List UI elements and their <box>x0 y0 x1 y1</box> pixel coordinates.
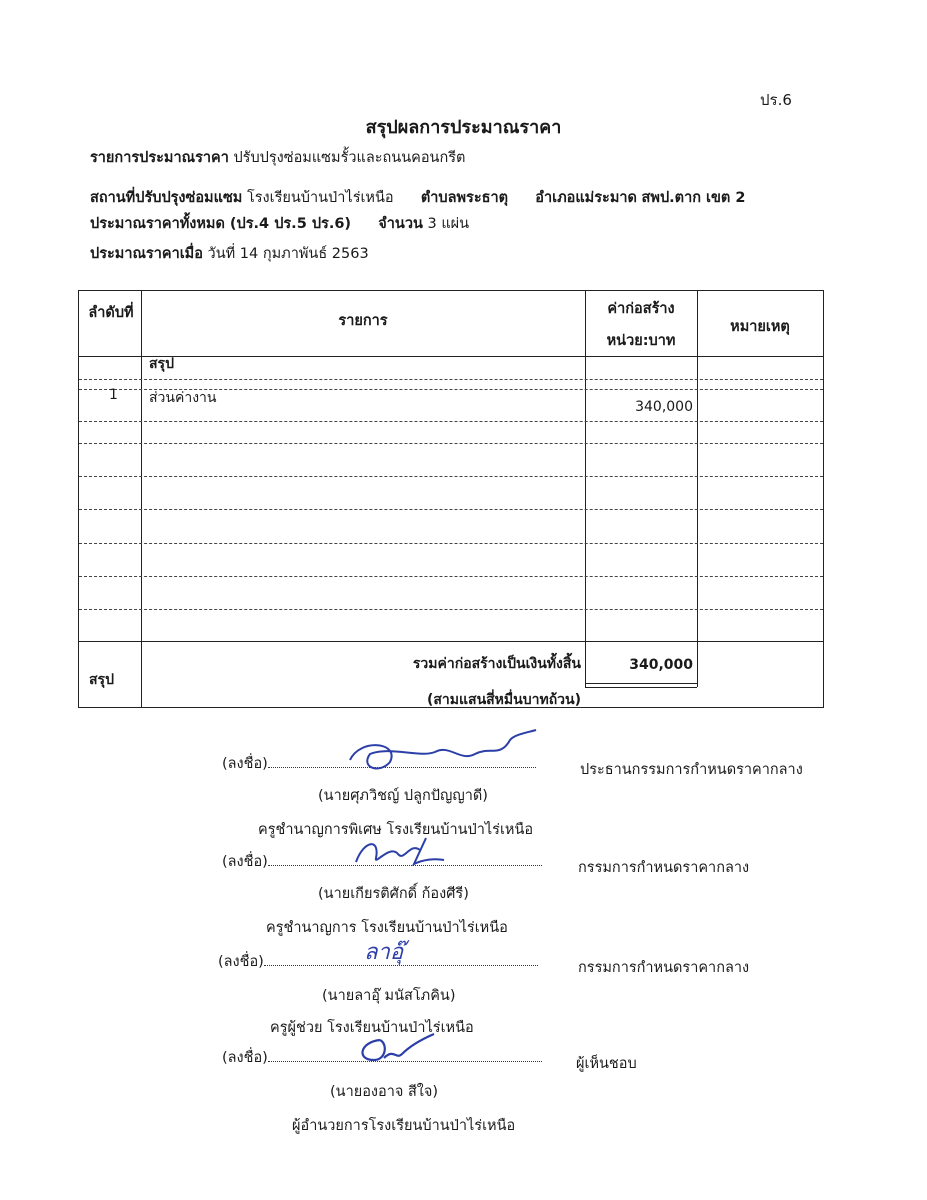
col-divider <box>141 291 142 707</box>
subdistrict-label: ตำบลพระธาตุ <box>420 190 509 206</box>
col-header-cost-line2: หน่วย:บาท <box>606 333 676 349</box>
summary-divider <box>79 641 823 642</box>
district-label: อำเภอแม่ระมาด <box>535 190 637 206</box>
row-divider <box>79 576 823 577</box>
signature-position-3: ครูผู้ช่วย โรงเรียนบ้านป่าไร่เหนือ <box>270 1020 474 1036</box>
count-unit: แผ่น <box>441 216 470 232</box>
sign-label: (ลงชื่อ) <box>218 954 264 970</box>
summary-words: (สามแสนสี่หมื่นบาทถ้วน) <box>426 692 581 708</box>
header-divider <box>79 356 823 357</box>
signature-position-1: ครูชำนาญการพิเศษ โรงเรียนบ้านป่าไร่เหนือ <box>258 822 534 838</box>
signature-scribble-icon <box>350 834 450 868</box>
total-label: ประมาณราคาทั้งหมด (ปร.4 ปร.5 ปร.6) <box>90 216 352 232</box>
row-cost: 340,000 <box>635 399 693 415</box>
site-label: สถานที่ปรับปรุงซ่อมแซม <box>90 190 243 206</box>
col-header-item: รายการ <box>338 313 388 329</box>
row-item: ส่วนค่างาน <box>149 390 217 406</box>
row-divider <box>79 543 823 544</box>
row-divider <box>79 476 823 477</box>
project-line <box>90 146 465 169</box>
date-line <box>90 242 369 265</box>
col-divider <box>697 291 698 687</box>
section-label: สรุป <box>149 356 174 372</box>
signature-name-2: (นายเกียรติศักดิ์ ก้องศีรี) <box>318 886 469 902</box>
sign-label: (ลงชื่อ) <box>222 756 268 772</box>
row-divider <box>79 509 823 510</box>
col-header-no: ลำดับที่ <box>88 305 134 321</box>
project-value: ปรับปรุงซ่อมแซมรั้วและถนนคอนกรีต <box>233 150 466 166</box>
site-value: โรงเรียนบ้านป่าไร่เหนือ <box>246 190 394 206</box>
row-divider <box>79 609 823 610</box>
summary-table <box>78 290 824 708</box>
project-label: รายการประมาณราคา <box>90 150 229 166</box>
signature-name-3: (นายลาอุ๊ มนัสโภคิน) <box>322 988 456 1004</box>
date-value: วันที่ 14 กุมภาพันธ์ 2563 <box>207 246 369 262</box>
row-divider <box>79 421 823 422</box>
row-divider <box>79 443 823 444</box>
row-divider <box>79 379 823 380</box>
signature-scribble-icon <box>340 728 540 778</box>
form-code: ปร.6 <box>760 91 792 109</box>
signature-role-4: ผู้เห็นชอบ <box>576 1056 637 1072</box>
col-header-cost-line1: ค่าก่อสร้าง <box>607 301 675 317</box>
total-line <box>90 212 469 235</box>
row-no: 1 <box>109 387 118 403</box>
sign-label: (ลงชื่อ) <box>222 1050 268 1066</box>
count-value: 3 <box>427 216 437 232</box>
signature-role-3: กรรมการกำหนดราคากลาง <box>578 960 750 976</box>
summary-total-label: รวมค่าก่อสร้างเป็นเงินทั้งสิ้น <box>412 656 581 672</box>
signature-name-4: (นายองอาจ สีใจ) <box>330 1084 439 1100</box>
signature-position-2: ครูชำนาญการ โรงเรียนบ้านป่าไร่เหนือ <box>266 920 508 936</box>
signature-role-2: กรรมการกำหนดราคากลาง <box>578 860 750 876</box>
count-label: จำนวน <box>378 216 423 232</box>
summary-label: สรุป <box>89 672 114 688</box>
office-label: สพป.ตาก เขต 2 <box>641 190 746 206</box>
date-label: ประมาณราคาเมื่อ <box>90 246 203 262</box>
signature-role-1: ประธานกรรมการกำหนดราคากลาง <box>580 762 803 778</box>
summary-total-value: 340,000 <box>629 657 693 673</box>
col-header-remark: หมายเหตุ <box>730 319 790 335</box>
site-line <box>90 186 745 209</box>
signature-handwritten-3: ลาอุ๊ <box>364 940 404 965</box>
page-title: สรุปผลการประมาณราคา <box>365 117 562 138</box>
signature-name-1: (นายศุภวิชญ์ ปลูกปัญญาดี) <box>318 788 488 804</box>
signature-position-4: ผู้อำนวยการโรงเรียนบ้านป่าไร่เหนือ <box>292 1118 516 1134</box>
signature-scribble-icon <box>350 1030 450 1070</box>
sign-label: (ลงชื่อ) <box>222 854 268 870</box>
